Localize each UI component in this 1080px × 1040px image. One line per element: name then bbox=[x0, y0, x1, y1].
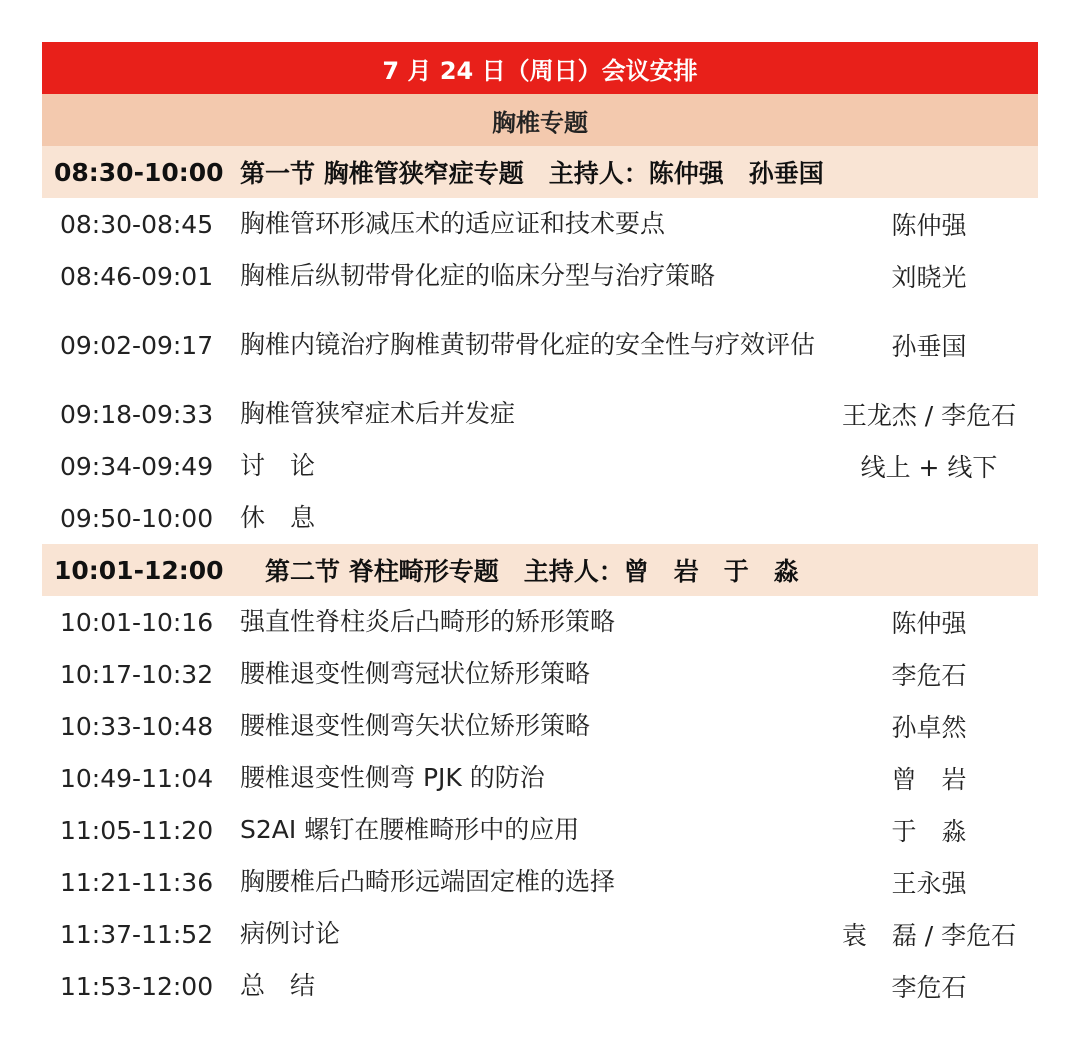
table-row bbox=[42, 492, 1038, 544]
row-speaker: 于 淼 bbox=[891, 817, 967, 846]
table-row bbox=[42, 908, 1038, 960]
schedule-subtitle: 胸椎专题 bbox=[42, 94, 1038, 146]
row-speaker: 王永强 bbox=[891, 869, 967, 898]
row-time: 10:49-11:04 bbox=[60, 763, 214, 793]
row-speaker: 李危石 bbox=[891, 973, 967, 1002]
row-speaker: 刘晓光 bbox=[891, 263, 967, 292]
table-row bbox=[42, 648, 1038, 700]
row-topic: 病例讨论 bbox=[240, 919, 341, 948]
table-row bbox=[42, 752, 1038, 804]
row-topic: 讨 论 bbox=[240, 451, 316, 480]
row-time: 08:30-08:45 bbox=[60, 209, 214, 239]
row-speaker: 孙卓然 bbox=[891, 713, 967, 742]
table-row bbox=[42, 856, 1038, 908]
table-row bbox=[42, 596, 1038, 648]
row-speaker: 曾 岩 bbox=[891, 765, 967, 794]
table-row bbox=[42, 250, 1038, 302]
row-topic: 胸腰椎后凸畸形远端固定椎的选择 bbox=[240, 867, 616, 896]
row-topic: 强直性脊柱炎后凸畸形的矫形策略 bbox=[240, 607, 616, 636]
table-row bbox=[42, 804, 1038, 856]
table-row bbox=[42, 198, 1038, 250]
section-label: 第一节 胸椎管狭窄症专题 主持人：陈仲强 孙垂国 bbox=[240, 159, 824, 188]
table-row bbox=[42, 388, 1038, 440]
row-topic: 腰椎退变性侧弯矢状位矫形策略 bbox=[240, 711, 591, 740]
row-topic: S2AI 螺钉在腰椎畸形中的应用 bbox=[240, 815, 580, 844]
table-row bbox=[42, 700, 1038, 752]
row-time: 11:21-11:36 bbox=[60, 867, 214, 897]
row-time: 10:01-10:16 bbox=[60, 607, 214, 637]
schedule-table bbox=[42, 42, 1038, 1012]
row-topic: 胸椎后纵韧带骨化症的临床分型与治疗策略 bbox=[240, 261, 716, 290]
table-row bbox=[42, 960, 1038, 1012]
section-header bbox=[42, 146, 1038, 198]
table-row bbox=[42, 440, 1038, 492]
row-topic: 休 息 bbox=[240, 503, 316, 532]
row-time: 11:37-11:52 bbox=[60, 919, 214, 949]
row-time: 09:02-09:17 bbox=[60, 330, 214, 360]
row-speaker: 线上 + 线下 bbox=[860, 453, 998, 482]
row-speaker: 袁 磊 / 李危石 bbox=[841, 921, 1017, 950]
row-speaker: 陈仲强 bbox=[891, 609, 967, 638]
row-time: 09:34-09:49 bbox=[60, 451, 214, 481]
row-topic: 总 结 bbox=[240, 971, 316, 1000]
row-time: 10:17-10:32 bbox=[60, 659, 214, 689]
row-speaker: 孙垂国 bbox=[891, 332, 967, 361]
table-row bbox=[42, 302, 1038, 388]
section-time: 08:30-10:00 bbox=[54, 157, 224, 187]
row-speaker: 王龙杰 / 李危石 bbox=[841, 401, 1017, 430]
row-time: 08:46-09:01 bbox=[60, 261, 214, 291]
section-label: 第二节 脊柱畸形专题 主持人：曾 岩 于 淼 bbox=[240, 557, 799, 586]
row-time: 09:50-10:00 bbox=[60, 503, 214, 533]
row-topic: 胸椎管环形减压术的适应证和技术要点 bbox=[240, 209, 666, 238]
row-time: 09:18-09:33 bbox=[60, 399, 214, 429]
row-topic: 腰椎退变性侧弯冠状位矫形策略 bbox=[240, 659, 591, 688]
row-speaker: 陈仲强 bbox=[891, 211, 967, 240]
row-time: 10:33-10:48 bbox=[60, 711, 214, 741]
section-time: 10:01-12:00 bbox=[54, 555, 224, 585]
row-topic: 胸椎内镜治疗胸椎黄韧带骨化症的安全性与疗效评估 bbox=[240, 330, 816, 359]
row-topic: 腰椎退变性侧弯 PJK 的防治 bbox=[240, 763, 545, 792]
row-speaker: 李危石 bbox=[891, 661, 967, 690]
section-header bbox=[42, 544, 1038, 596]
row-time: 11:53-12:00 bbox=[60, 971, 214, 1001]
row-time: 11:05-11:20 bbox=[60, 815, 214, 845]
row-topic: 胸椎管狭窄症术后并发症 bbox=[240, 399, 516, 428]
schedule-title: 7 月 24 日（周日）会议安排 bbox=[42, 42, 1038, 94]
